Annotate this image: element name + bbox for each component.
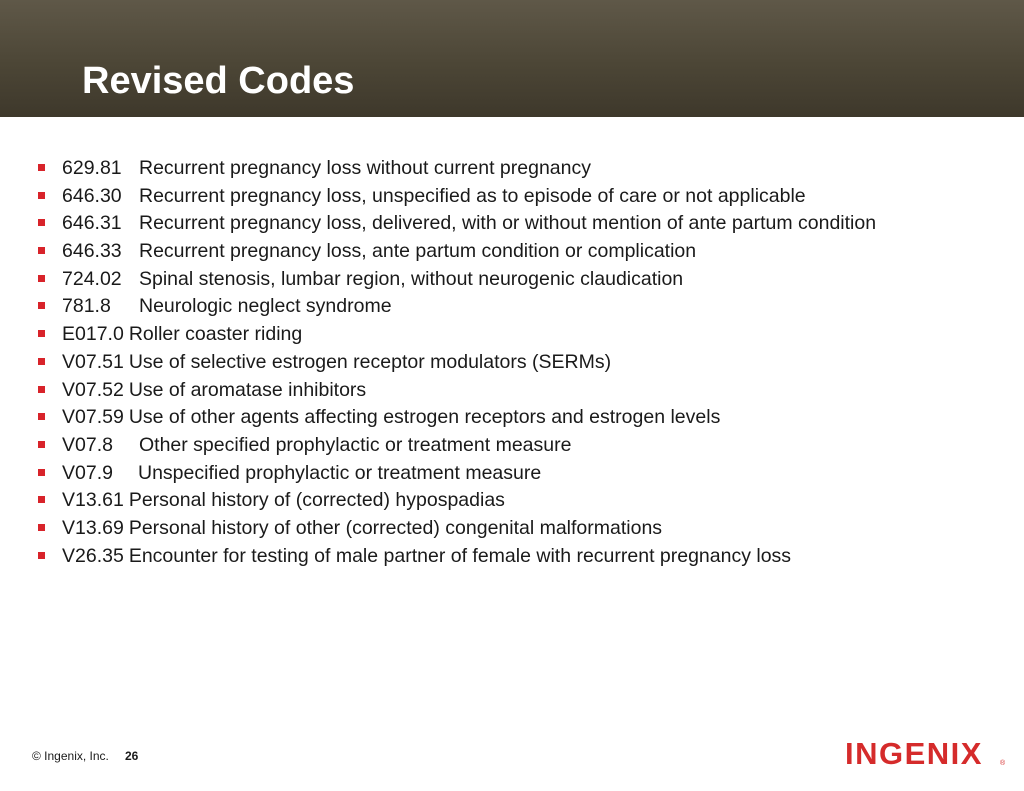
bullet-icon (38, 302, 45, 309)
registered-mark-icon: ® (1000, 760, 1006, 767)
bullet-icon (38, 386, 45, 393)
bullet-icon (38, 358, 45, 365)
code-description: Use of other agents affecting estrogen receptors and estrogen levels (128, 406, 721, 429)
list-item (38, 404, 876, 432)
code-description: Neurologic neglect syndrome (139, 295, 392, 318)
list-item (38, 183, 876, 211)
code-number: E017.0 (62, 323, 124, 346)
list-item (38, 155, 876, 183)
list-item (38, 432, 876, 460)
code-number: V07.8 (62, 433, 113, 456)
code-number: V26.35 (62, 544, 124, 567)
code-number: V13.69 (62, 516, 124, 539)
code-description: Recurrent pregnancy loss, delivered, with or without mention of ante partum condition (139, 212, 877, 235)
title-bar (0, 0, 1024, 117)
code-description: Use of selective estrogen receptor modulators (SERMs) (128, 350, 612, 373)
list-item (38, 321, 876, 349)
code-number: 724.02 (62, 267, 122, 290)
bullet-icon (38, 496, 45, 503)
list-item (38, 293, 876, 321)
copyright-text: © Ingenix, Inc. (32, 749, 109, 763)
page-number: 26 (125, 749, 139, 763)
code-description: Roller coaster riding (128, 323, 303, 346)
slide-title: Revised Codes (82, 60, 355, 102)
bullet-icon (38, 330, 45, 337)
bullet-icon (38, 192, 45, 199)
code-number: V07.9 (62, 461, 113, 484)
code-description: Use of aromatase inhibitors (128, 378, 367, 401)
list-item (38, 349, 876, 377)
list-item (38, 487, 876, 515)
code-number: 646.31 (62, 212, 122, 235)
code-number: V07.51 (62, 350, 124, 373)
bullet-icon (38, 164, 45, 171)
bullet-icon (38, 275, 45, 282)
code-description: Unspecified prophylactic or treatment measure (138, 461, 542, 484)
list-item (38, 515, 876, 543)
code-description: Recurrent pregnancy loss, unspecified as to episode of care or not applicable (139, 184, 806, 207)
bullet-icon (38, 413, 45, 420)
bullet-icon (38, 219, 45, 226)
bullet-icon (38, 247, 45, 254)
code-description: Personal history of other (corrected) congenital malformations (128, 516, 663, 539)
code-description: Other specified prophylactic or treatment measure (139, 433, 572, 456)
code-number: V13.61 (62, 489, 124, 512)
list-item (38, 460, 876, 488)
list-item (38, 238, 876, 266)
code-description: Recurrent pregnancy loss, ante partum condition or complication (139, 240, 697, 263)
code-number: 646.33 (62, 240, 122, 263)
code-number: V07.52 (62, 378, 124, 401)
ingenix-logo: INGENIX (845, 736, 983, 771)
code-description: Personal history of (corrected) hypospadias (128, 489, 505, 512)
code-number: 781.8 (62, 295, 111, 318)
list-item (38, 543, 876, 571)
bullet-icon (38, 469, 45, 476)
list-item (38, 377, 876, 405)
code-number: V07.59 (62, 406, 124, 429)
bullet-icon (38, 552, 45, 559)
code-number: 646.30 (62, 184, 122, 207)
code-description: Spinal stenosis, lumbar region, without neurogenic claudication (139, 267, 684, 290)
bullet-icon (38, 524, 45, 531)
code-number: 629.81 (62, 157, 122, 179)
list-item (38, 266, 876, 294)
code-description: Encounter for testing of male partner of female with recurrent pregnancy loss (128, 544, 792, 567)
code-list (38, 155, 876, 570)
code-description: Recurrent pregnancy loss without current pregnancy (139, 157, 591, 179)
bullet-icon (38, 441, 45, 448)
list-item (38, 210, 876, 238)
